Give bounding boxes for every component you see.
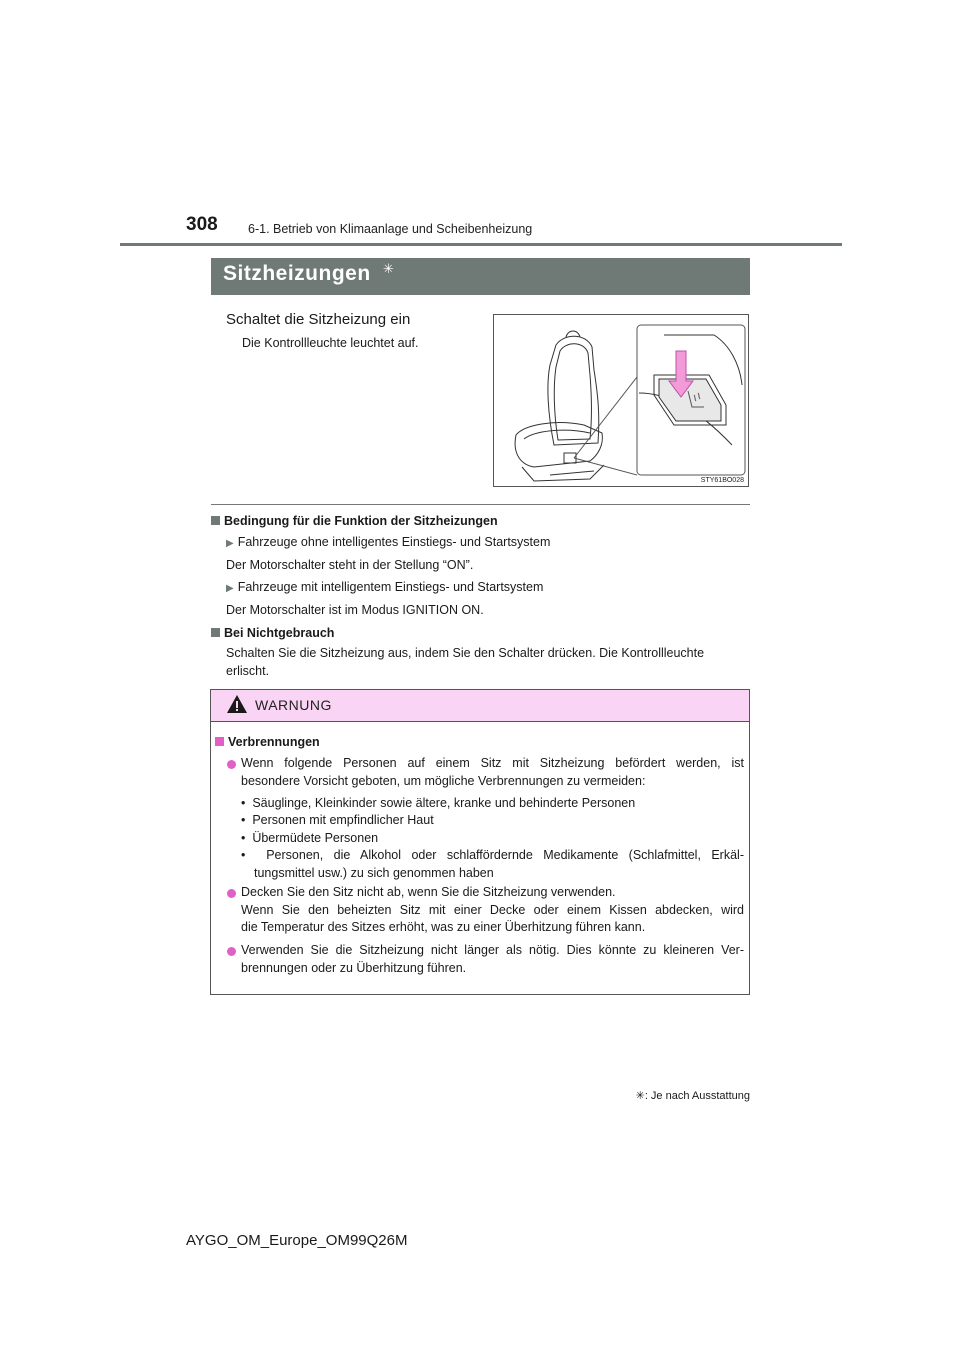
warning-label: WARNUNG <box>255 697 332 713</box>
asterisk-icon: ✳ <box>635 1090 645 1102</box>
triangle-right-icon: ▶ <box>226 583 234 594</box>
square-bullet-icon <box>211 628 220 637</box>
section-title-bar <box>211 258 750 295</box>
warning-paragraph: die Temperatur des Sitzes erhöht, was zu einer Überhitzung führen kann. <box>241 920 646 934</box>
square-bullet-icon <box>211 516 220 525</box>
dot-bullet-icon <box>227 760 236 769</box>
seat-illustration <box>494 315 748 486</box>
condition-text: Der Motorschalter steht in der Stellung “ON”. <box>226 558 474 572</box>
header-rule <box>120 243 842 246</box>
condition-text: Der Motorschalter ist im Modus IGNITION ON. <box>226 603 484 617</box>
dot-bullet-icon <box>227 889 236 898</box>
warning-box <box>210 689 750 995</box>
square-bullet-icon <box>215 737 224 746</box>
intro-subtext: Die Kontrollleuchte leuchtet auf. <box>242 336 419 350</box>
warning-header <box>211 690 749 722</box>
section-divider <box>211 504 750 505</box>
footnote: ✳: Je nach Ausstattung <box>635 1090 750 1102</box>
list-item: • Personen, die Alkohol oder schlaffördernde Medikamente (Schlafmittel, Erkäl- <box>241 848 744 862</box>
not-in-use-heading: Bei Nichtgebrauch <box>211 625 334 642</box>
document-id: AYGO_OM_Europe_OM99Q26M <box>186 1232 408 1249</box>
list-item-continuation: tungsmittel usw.) zu sich genommen haben <box>254 866 494 880</box>
triangle-right-icon: ▶ <box>226 538 234 549</box>
seat-heater-figure <box>493 314 749 487</box>
warning-icon <box>226 694 248 714</box>
warning-paragraph: besondere Vorsicht geboten, um mögliche Verbrennungen zu vermeiden: <box>241 774 646 788</box>
warning-paragraph: Wenn Sie den beheizten Sitz mit einer Decke oder einem Kissen abdecken, wird <box>241 903 744 917</box>
list-item: • Übermüdete Personen <box>241 831 379 845</box>
list-item: • Personen mit empfindlicher Haut <box>241 813 434 827</box>
intro-text: Schaltet die Sitzheizung ein <box>226 311 411 328</box>
warning-paragraph: Decken Sie den Sitz nicht ab, wenn Sie die Sitzheizung verwenden. <box>241 885 616 899</box>
condition-vehicle-type: ▶ Fahrzeuge ohne intelligentes Einstiegs- und Startsystem <box>226 535 551 549</box>
not-in-use-text: erlischt. <box>226 664 270 678</box>
condition-vehicle-type: ▶ Fahrzeuge mit intelligentem Einstiegs- und Startsystem <box>226 580 544 594</box>
figure-code: STY61BO028 <box>700 477 744 484</box>
dot-bullet-icon <box>227 947 236 956</box>
page-number: 308 <box>186 214 218 235</box>
conditions-heading: Bedingung für die Funktion der Sitzheizungen <box>211 513 498 530</box>
section-title: Sitzheizungen <box>223 262 371 285</box>
chapter-title: 6-1. Betrieb von Klimaanlage und Scheibenheizung <box>248 222 533 236</box>
list-item: • Säuglinge, Kleinkinder sowie ältere, kranke und behinderte Personen <box>241 796 636 810</box>
warning-paragraph: brennungen oder zu Überhitzung führen. <box>241 961 467 975</box>
warning-paragraph: Verwenden Sie die Sitzheizung nicht länger als nötig. Dies könnte zu kleineren Ver- <box>241 943 744 957</box>
asterisk-icon: ✳ <box>383 261 394 276</box>
warning-heading: Verbrennungen <box>215 734 320 752</box>
not-in-use-text: Schalten Sie die Sitzheizung aus, indem Sie den Schalter drücken. Die Kontrollleuchte <box>226 646 705 660</box>
warning-paragraph: Wenn folgende Personen auf einem Sitz mit Sitzheizung befördert werden, ist <box>241 756 744 770</box>
